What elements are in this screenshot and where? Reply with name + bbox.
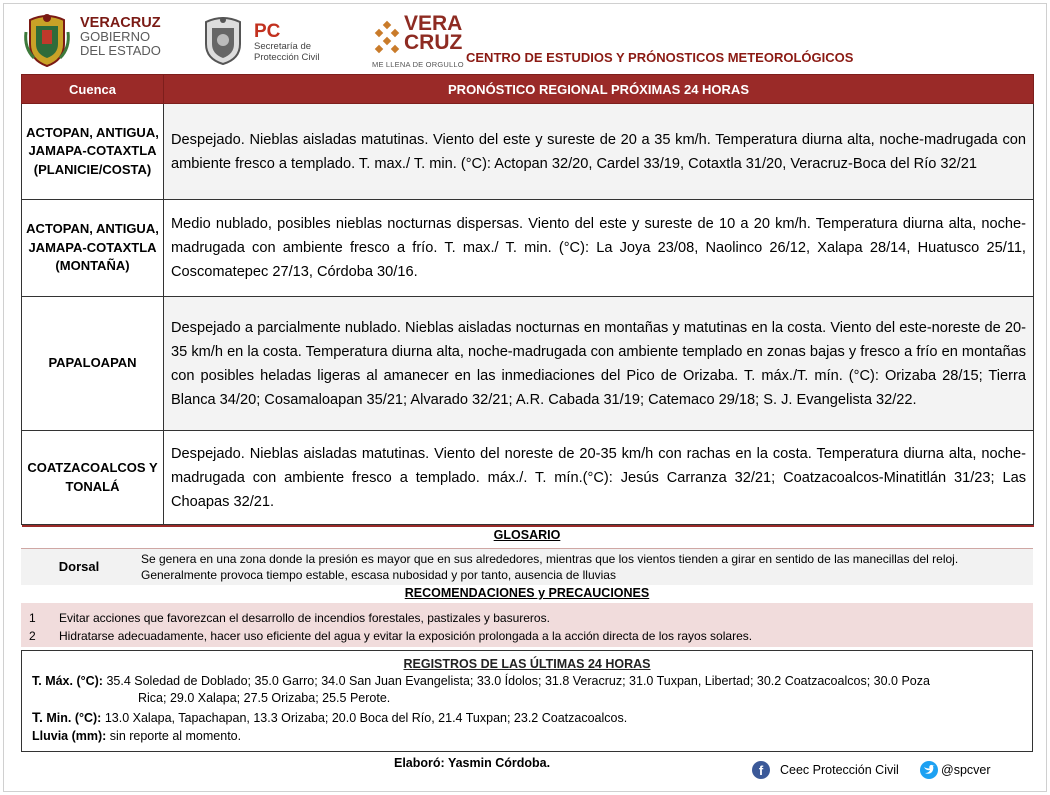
forecast-cell: Despejado. Nieblas aisladas matutinas. Viento del este y sureste de 20 a 35 km/h. Temperatura diurna alta, noche-madrugada con ambiente fresco a templado. T. max./ T. min. (°C): Actopan 32/20, Cardel 33/19, Cotaxtla 31/20, Veracruz-Boca del Río 32/21 xyxy=(164,104,1034,200)
pc-abbrev: PC xyxy=(254,21,281,42)
pc-line2: Protección Civil xyxy=(254,52,320,63)
veracruz-name: VERACRUZ xyxy=(80,15,161,31)
tmin-label: Min. (°C): xyxy=(42,711,102,725)
cuenca-cell: ACTOPAN, ANTIGUA, JAMAPA-COTAXTLA (PLANICIE/COSTA) xyxy=(22,104,164,200)
proteccion-civil-seal-icon xyxy=(200,14,246,66)
table-row xyxy=(22,200,1034,297)
cuenca-cell: ACTOPAN, ANTIGUA, JAMAPA-COTAXTLA (MONTAÑA) xyxy=(22,200,164,297)
glossary-definition: Se genera en una zona donde la presión es mayor que en sus alrededores, mientras que los vientos tienden a girar en sentido de las manecillas del reloj. Generalmente provoca tiempo estable, escasa nubosidad y por tanto, ausencia de lluvias xyxy=(141,552,959,582)
table-bottom-rule xyxy=(22,525,1034,528)
cuenca-cell: PAPALOAPAN xyxy=(22,297,164,431)
recommendations-title: RECOMENDACIONES y PRECAUCIONES xyxy=(404,586,650,600)
col-header-forecast: PRONÓSTICO REGIONAL PRÓXIMAS 24 HORAS xyxy=(164,75,1034,104)
table-row xyxy=(22,431,1034,525)
list-item-number: 2 xyxy=(29,629,36,643)
list-item-number: 1 xyxy=(29,611,36,625)
records-tmin xyxy=(32,709,1022,727)
veracruz-coat-of-arms-icon xyxy=(22,12,72,68)
proteccion-civil-wordmark xyxy=(254,22,319,63)
header xyxy=(0,0,1050,74)
cuenca-cell: COATZACOALCOS Y TONALÁ xyxy=(22,431,164,525)
records-box xyxy=(21,650,1033,752)
tmin-label-t: T. xyxy=(32,709,43,725)
forecast-table xyxy=(21,74,1034,527)
tmax-label: T. Máx. (°C): xyxy=(32,674,103,688)
twitter-account[interactable]: @spcver xyxy=(941,763,991,777)
list-item-text: Evitar acciones que favorezcan el desarrollo de incendios forestales, pastizales y basureros. xyxy=(59,611,550,625)
list-item xyxy=(29,628,752,644)
col-header-cuenca: Cuenca xyxy=(22,75,164,104)
recommendations-box xyxy=(21,603,1033,647)
twitter-bird-icon xyxy=(920,761,938,779)
rain-label: Lluvia (mm): xyxy=(32,729,107,743)
forecast-header-row xyxy=(22,75,1034,104)
records-tmax xyxy=(32,673,1022,690)
tmax-values: 35.4 Soledad de Doblado; 35.0 Garro; 34.0 San Juan Evangelista; 33.0 Ídolos; 31.8 Veracruz; 31.0 Tuxpan, Libertad; 30.2 Coatzacoalcos; 30.0 Poza xyxy=(102,674,930,688)
records-tmax-cont: Rica; 29.0 Xalapa; 27.5 Orizaba; 25.5 Perote. xyxy=(138,691,391,705)
rain-values: sin reporte al momento. xyxy=(106,729,242,743)
glossary-term: Dorsal xyxy=(58,559,100,574)
twitter-icon[interactable] xyxy=(920,761,938,779)
center-title: CENTRO DE ESTUDIOS Y PRÓNOSTICOS METEOROLÓGICOS xyxy=(466,50,854,65)
veracruz-brand-pattern-icon xyxy=(370,20,404,56)
brand-tagline: ME LLENA DE ORGULLO xyxy=(372,60,464,69)
pc-line1: Secretaría de xyxy=(254,41,312,52)
forecast-cell: Medio nublado, posibles nieblas nocturnas dispersas. Viento del este y sureste de 10 a 20 km/h. Temperatura diurna alta, noche-madrugada con ambiente fresco a frío. T. max./ T. min. (°C): La Joya 23/08, Naolinco 26/12, Xalapa 28/14, Huatusco 25/11, Coscomatepec 27/13, Córdoba 30/16. xyxy=(164,200,1034,297)
forecast-cell: Despejado. Nieblas aisladas matutinas. Viento del noreste de 20-35 km/h con rachas en la costa. Temperatura diurna alta, noche-madrugada con ambiente fresco a templado. máx./. T. mín.(°C): Jesús Carranza 32/21; Coatzacoalcos-Minatitlán 31/23; Las Choapas 32/21. xyxy=(164,431,1034,525)
glossary-title: GLOSARIO xyxy=(493,528,561,542)
brand-line1: VERA xyxy=(404,12,463,35)
records-title: REGISTROS DE LAS ÚLTIMAS 24 HORAS xyxy=(403,657,651,671)
table-row xyxy=(22,104,1034,200)
facebook-account[interactable]: Ceec Protección Civil xyxy=(780,763,899,777)
veracruz-gov-line1: GOBIERNO xyxy=(80,29,151,44)
glossary-entry xyxy=(21,548,1033,585)
brand-line2: CRUZ xyxy=(404,31,463,54)
table-row xyxy=(22,297,1034,431)
records-rain xyxy=(32,728,1022,745)
forecast-cell: Despejado a parcialmente nublado. Nieblas aisladas nocturnas en montañas y matutinas en la costa. Viento del este-noreste de 20-35 km/h en la costa. Temperatura diurna alta, noche-madrugada con ambiente templado en zonas bajas y fresco a frío en montañas con posibles heladas ligeras al amanecer en las inmediaciones del Pico de Orizaba. T. máx./T. mín. (°C): Orizaba 28/15; Tierra Blanca 34/20; Cosamaloapan 35/21; Alvarado 32/21; A.R. Cabada 31/19; Catemaco 29/18; S. J. Evangelista 32/22. xyxy=(164,297,1034,431)
tmin-values: 13.0 Xalapa, Tapachapan, 13.3 Orizaba; 20.0 Boca del Río, 21.4 Tuxpan; 23.2 Coatzacoalcos. xyxy=(101,711,628,725)
facebook-icon[interactable]: f xyxy=(752,761,770,779)
list-item xyxy=(29,610,550,626)
list-item-text: Hidratarse adecuadamente, hacer uso eficiente del agua y evitar la exposición prolongada a la acción directa de los rayos solares. xyxy=(59,629,753,643)
prepared-by: Elaboró: Yasmin Córdoba. xyxy=(394,756,551,770)
veracruz-brand-wordmark xyxy=(404,14,462,52)
veracruz-government-wordmark xyxy=(80,16,161,58)
veracruz-gov-line2: DEL ESTADO xyxy=(80,43,161,58)
